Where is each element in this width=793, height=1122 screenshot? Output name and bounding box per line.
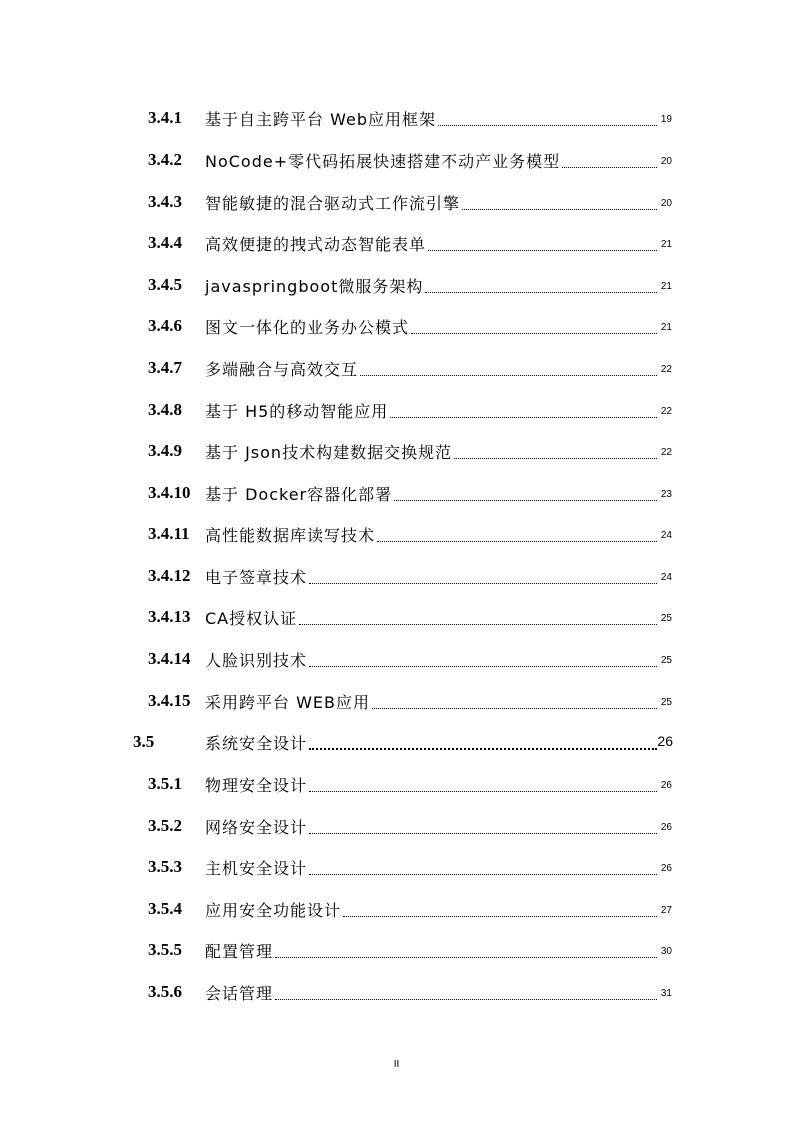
dot-leader [343, 915, 657, 917]
entry-page: 27 [660, 905, 672, 916]
dot-leader [394, 499, 657, 501]
entry-title: 人脸识别技术 [205, 651, 308, 670]
entry-page: 31 [660, 988, 672, 999]
entry-number: 3.5.6 [148, 982, 182, 1001]
entry-page: 25 [660, 613, 672, 624]
entry-page: 23 [660, 489, 672, 500]
toc-entry[interactable] [0, 436, 793, 466]
toc-entry[interactable] [0, 228, 793, 258]
entry-title: 基于自主跨平台 Web应用框架 [205, 110, 436, 129]
toc-entry[interactable] [0, 145, 793, 175]
toc-entry[interactable] [0, 602, 793, 632]
dot-leader [309, 790, 657, 792]
entry-number: 3.5.2 [148, 816, 182, 835]
entry-number: 3.4.14 [148, 649, 191, 668]
entry-number: 3.4.15 [148, 691, 191, 710]
toc-entry[interactable] [0, 811, 793, 841]
entry-title: 系统安全设计 [205, 734, 308, 753]
entry-title: CA授权认证 [205, 609, 298, 628]
toc-entry[interactable] [0, 894, 793, 924]
entry-number: 3.4.1 [148, 108, 182, 127]
entry-title: 智能敏捷的混合驱动式工作流引擎 [205, 194, 461, 213]
entry-page: 21 [660, 239, 672, 250]
entry-number: 3.5.4 [148, 899, 182, 918]
dot-leader [309, 747, 657, 750]
dot-leader [411, 332, 657, 334]
dot-leader [309, 832, 657, 834]
entry-number: 3.4.3 [148, 192, 182, 211]
entry-title: 应用安全功能设计 [205, 901, 342, 920]
entry-title: 物理安全设计 [205, 776, 308, 795]
entry-number: 3.5.5 [148, 940, 182, 959]
entry-title: 会话管理 [205, 984, 274, 1003]
entry-number: 3.4.12 [148, 566, 191, 585]
toc-entry[interactable] [0, 644, 793, 674]
entry-number: 3.5.1 [148, 774, 182, 793]
entry-page: 20 [660, 156, 672, 167]
entry-page: 30 [660, 946, 672, 957]
entry-page: 26 [657, 733, 673, 749]
toc-entry[interactable] [0, 395, 793, 425]
entry-title: 电子签章技术 [205, 568, 308, 587]
dot-leader [372, 707, 657, 709]
entry-number: 3.5.3 [148, 857, 182, 876]
entry-page: 24 [660, 530, 672, 541]
dot-leader [309, 873, 657, 875]
page-number-footer: II [393, 1059, 400, 1070]
toc-section-entry[interactable] [0, 727, 793, 757]
entry-page: 20 [660, 198, 672, 209]
toc-entry[interactable] [0, 187, 793, 217]
dot-leader [377, 540, 657, 542]
dot-leader [425, 291, 657, 293]
toc-entry[interactable] [0, 353, 793, 383]
dot-leader [299, 623, 657, 625]
entry-number: 3.4.5 [148, 275, 182, 294]
entry-number: 3.4.6 [148, 316, 182, 335]
entry-page: 22 [660, 364, 672, 375]
entry-number: 3.4.9 [148, 441, 182, 460]
entry-title: 主机安全设计 [205, 859, 308, 878]
dot-leader [275, 956, 657, 958]
dot-leader [275, 998, 657, 1000]
entry-page: 22 [660, 406, 672, 417]
entry-number: 3.4.7 [148, 358, 182, 377]
entry-title: 采用跨平台 WEB应用 [205, 693, 370, 712]
entry-number: 3.4.13 [148, 607, 191, 626]
entry-page: 26 [660, 780, 672, 791]
dot-leader [454, 457, 657, 459]
entry-number: 3.4.2 [148, 150, 182, 169]
entry-page: 22 [660, 447, 672, 458]
toc-entry[interactable] [0, 311, 793, 341]
entry-title: 配置管理 [205, 942, 274, 961]
entry-number: 3.4.11 [148, 524, 190, 543]
toc-entry[interactable] [0, 561, 793, 591]
entry-number: 3.4.8 [148, 400, 182, 419]
toc-entry[interactable] [0, 103, 793, 133]
entry-number: 3.4.4 [148, 233, 182, 252]
entry-number: 3.4.10 [148, 483, 191, 502]
toc-entry[interactable] [0, 935, 793, 965]
entry-page: 25 [660, 655, 672, 666]
entry-page: 26 [660, 863, 672, 874]
entry-page: 25 [660, 697, 672, 708]
entry-page: 21 [660, 281, 672, 292]
toc-entry[interactable] [0, 769, 793, 799]
dot-leader [428, 249, 657, 251]
dot-leader [360, 374, 657, 376]
toc-entry[interactable] [0, 478, 793, 508]
entry-title: NoCode+零代码拓展快速搭建不动产业务模型 [205, 152, 561, 171]
entry-title: 高性能数据库读写技术 [205, 526, 376, 545]
entry-title: 基于 Json技术构建数据交换规范 [205, 443, 453, 462]
entry-title: 高效便捷的拽式动态智能表单 [205, 235, 427, 254]
entry-page: 19 [660, 114, 672, 125]
dot-leader [390, 416, 657, 418]
entry-title: 网络安全设计 [205, 818, 308, 837]
toc-entry[interactable] [0, 270, 793, 300]
toc-entry[interactable] [0, 686, 793, 716]
entry-title: 基于 H5的移动智能应用 [205, 402, 389, 421]
entry-title: 多端融合与高效交互 [205, 360, 359, 379]
dot-leader [438, 124, 657, 126]
dot-leader [309, 582, 657, 584]
toc-entry[interactable] [0, 852, 793, 882]
dot-leader [462, 208, 657, 210]
entry-number: 3.5 [133, 732, 155, 751]
dot-leader [309, 665, 657, 667]
entry-title: javaspringboot微服务架构 [205, 277, 424, 296]
entry-title: 基于 Docker容器化部署 [205, 485, 393, 504]
entry-page: 21 [660, 322, 672, 333]
entry-page: 26 [660, 822, 672, 833]
dot-leader [562, 166, 657, 168]
toc-entry[interactable] [0, 519, 793, 549]
entry-page: 24 [660, 572, 672, 583]
entry-title: 图文一体化的业务办公模式 [205, 318, 410, 337]
toc-entry[interactable] [0, 977, 793, 1007]
